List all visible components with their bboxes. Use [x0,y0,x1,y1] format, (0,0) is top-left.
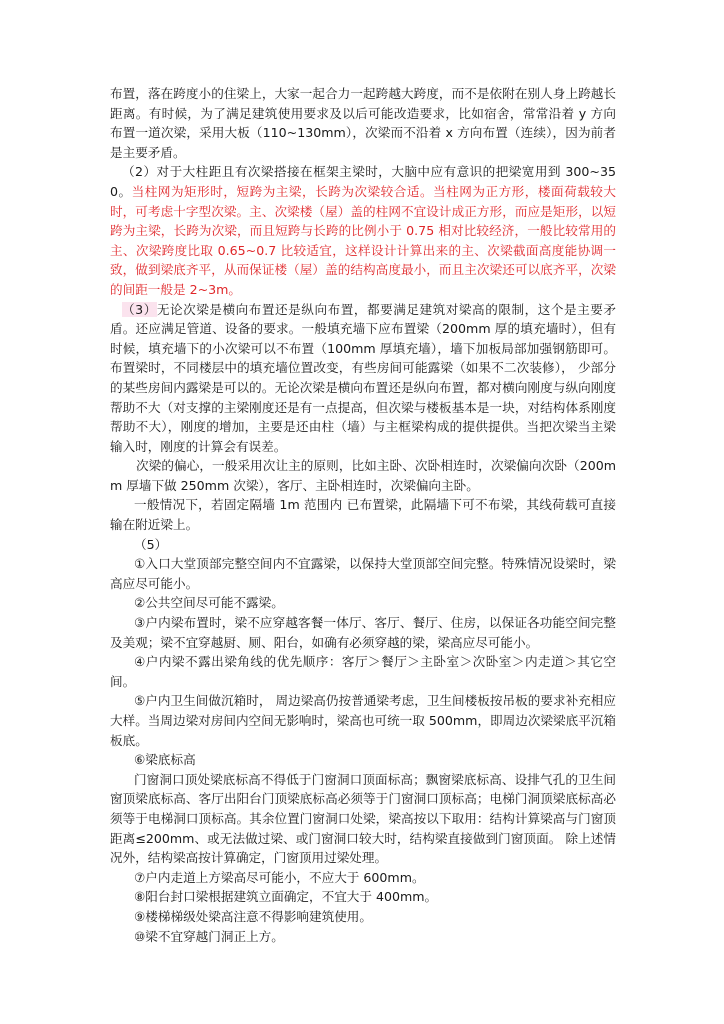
paragraph-partition-wall: 一般情况下，若固定隔墙 1m 范围内 已布置梁，此隔墙下可不布梁，其线荷载可直接输在附近梁上。 [110,497,616,533]
list-item: ④户内梁不露出梁角线的优先顺序：客厅＞餐厅＞主卧室＞次卧室＞内走道＞其它空间。 [110,654,616,689]
paragraph-beam-bottom: 门窗洞口顶处梁底标高不得低于门窗洞口顶面标高；飘窗梁底标高、设排气孔的卫生间窗顶梁底标高、客厅出阳台门顶梁底标高必须等于门窗洞口顶标高；电梯门洞顶梁底标高必须等于电梯洞口顶标高。其余位置门窗洞口处梁，梁高按以下取用：结构计算梁高与门窗顶距离≤200mm、或无法做过梁、或门窗洞口较大时，结构梁直接做到门窗顶面。 除上述情况外，结构梁高按计算确定，门窗顶用过梁处理。 [110,771,616,866]
list-item: ⑥梁底标高 [134,752,196,768]
list-item: ③户内梁布置时，梁不应穿越客餐一体厅、客厅、餐厅、住房，以保证各功能空间完整及美观；梁不宜穿越厨、厕、阳台，如确有必须穿越的梁，梁高应尽可能小。 [110,615,616,650]
paragraph-3-number: （3） [122,301,157,317]
list-item: ⑩梁不宜穿越门洞正上方。 [134,928,284,944]
list-item: ②公共空间尽可能不露梁。 [134,595,284,611]
paragraph-intro: 布置，落在跨度小的住梁上，大家一起合力一起跨越大跨度，而不是依附在别人身上跨越长距离。有时候，为了满足建筑使用要求及以后可能改造要求，比如宿舍，常常沿着 y 方向 布置一道次梁，采用大板（110~130mm），次梁而不沿着 x 方向布置（连续），因为前者是主要矛盾。 [110,86,616,160]
paragraph-eccentricity: 次梁的偏心，一般采用次让主的原则，比如主卧、次卧相连时，次梁偏向次卧（200mm 厚墙下做 250mm 次梁），客厅、主卧相连时，次梁偏向主卧。 [110,458,616,493]
paragraph-2-lead: （2）对于大柱距且有次梁搭接在框架主梁时，大脑中应有意识的把梁宽用到 300~350。 [110,164,616,199]
paragraph-2 [110,162,616,299]
list-item: ⑧阳台封口梁根据建筑立面确定，不宜大于 400mm。 [134,889,438,905]
paragraph-3 [110,300,616,457]
list-item: ⑤户内卫生间做沉箱时， 周边梁高仍按普通梁考虑，卫生间楼板按吊板的要求补充相应大样。当周边梁对房间内空间无影响时，梁高也可统一取 500mm，即周边次梁梁底平沉箱板底。 [110,693,616,748]
list-item: ⑦户内走道上方梁高尽可能小，不应大于 600mm。 [134,869,425,885]
paragraph-2-red-note: 当柱网为矩形时，短跨为主梁，长跨为次梁较合适。当柱网为正方形，楼面荷载较大时，可考虑十字型次梁。主、次梁楼（屋）盖的柱网不宜设计成正方形，而应是矩形，以短跨为主梁，长跨为次梁，而且短跨与长跨的比例小于 0.75 相对比较经济，一般比较常用的主、次梁跨度比取 0.65~0.7 比较适宜，这样设计计算出来的主、次梁截面高度能协调一致，做到梁底齐平，从而保证楼（屋）盖的结构高度最小，而且主次梁还可以底齐平，次梁的间距一般是 2~3m。 [110,183,617,297]
list-item: ⑨楼梯梯级处梁高注意不得影响建筑使用。 [134,908,372,924]
list-item: ①入口大堂顶部完整空间内不宜露梁，以保持大堂顶部空间完整。特殊情况设梁时，梁高应尽可能小。 [110,556,616,591]
paragraph-3-body: 无论次梁是横向布置还是纵向布置，都要满足建筑对梁高的限制，这个是主要矛盾。还应满足管道、设备的要求。一般填充墙下应布置梁（200mm 厚的填充墙时），但有时候，填充墙下的小次梁可以不布置（100mm 厚填充墙），墙下加板局部加强钢筋即可。布置梁时，不同楼层中的填充墙位置改变，有些房间可能露梁（如果不二次装修）， 少部分的某些房间内露梁是可以的。无论次梁是横向布置还是纵向布置，都对横向刚度与纵向刚度帮助不大（对支撑的主梁刚度还是有一点提高，但次梁与楼板基本是一块，对结构体系刚度帮助不大），刚度的增加，主要是还由柱（墙）与主框梁构成的提供提供。当把次梁当主梁输入时，刚度的计算会有误差。 [110,301,617,454]
section-5-heading: （5） [134,536,168,552]
document-page [110,84,616,946]
